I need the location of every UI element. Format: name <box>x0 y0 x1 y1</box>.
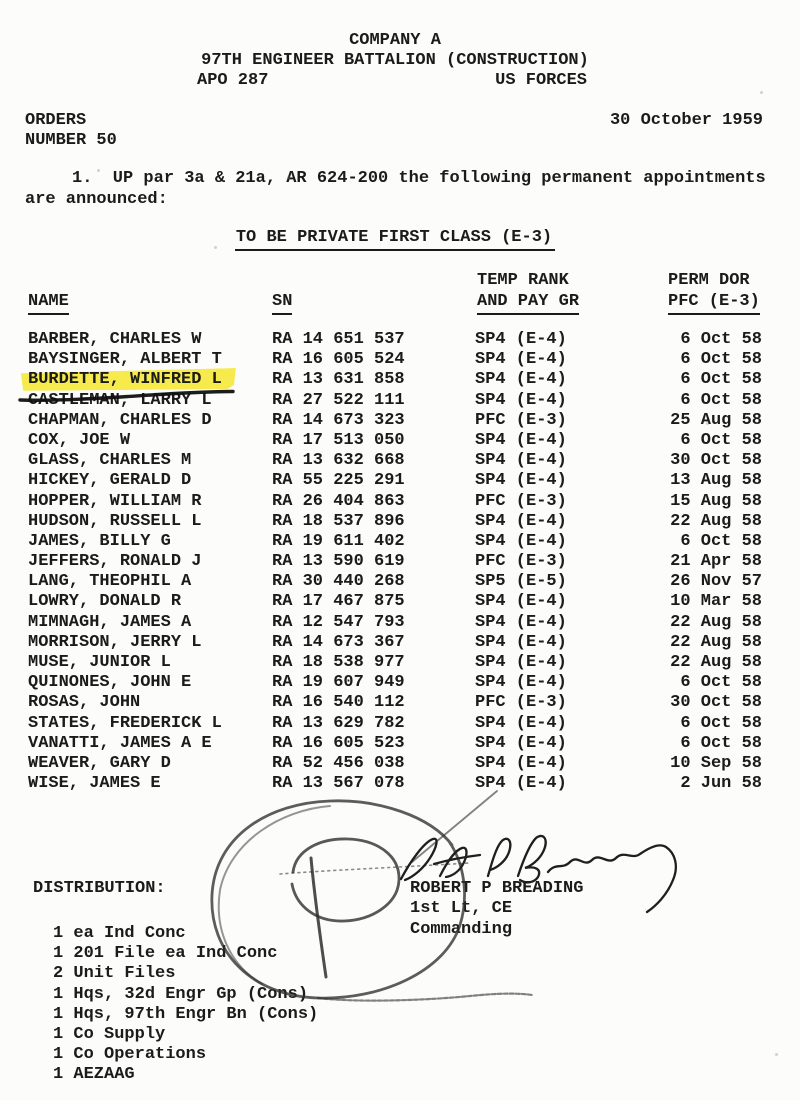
dor-cell: 30 Oct 58 <box>670 693 762 713</box>
rank-cell: SP4 (E-4) <box>475 511 567 531</box>
dor-cell: 22 Aug 58 <box>670 511 762 531</box>
distribution-item: 1 Hqs, 97th Engr Bn (Cons) <box>53 1004 319 1024</box>
sn-cell: RA 12 547 793 <box>272 612 405 632</box>
rank-cell: SP4 (E-4) <box>475 612 567 632</box>
dor-cell: 6 Oct 58 <box>680 330 762 349</box>
sn-cell: RA 19 611 402 <box>272 531 405 551</box>
dor-cell: 6 Oct 58 <box>680 531 762 551</box>
dor-cell: 25 Aug 58 <box>670 410 762 430</box>
dor-cell: 26 Nov 57 <box>670 572 762 592</box>
rank-cell: PFC (E-3) <box>475 491 567 511</box>
unit-line: 97TH ENGINEER BATTALION (CONSTRUCTION) <box>201 51 589 70</box>
name-cell: HOPPER, WILLIAM R <box>28 491 202 511</box>
table-row <box>0 330 800 350</box>
sn-cell: RA 55 225 291 <box>272 471 405 491</box>
dor-cell: 22 Aug 58 <box>670 632 762 652</box>
dor-cell: 6 Oct 58 <box>680 673 762 693</box>
name-cell: BARBER, CHARLES W <box>28 330 202 349</box>
table-row <box>0 350 800 370</box>
orders-label: ORDERS <box>25 111 87 130</box>
dor-cell: 15 Aug 58 <box>670 491 762 511</box>
table-row <box>0 673 800 693</box>
table-row <box>0 572 800 592</box>
distribution-item: 1 AEZAAG <box>53 1065 135 1085</box>
dor-cell: 10 Mar 58 <box>670 592 762 612</box>
rank-cell: SP4 (E-4) <box>475 774 567 794</box>
name-cell: STATES, FREDERICK L <box>28 713 222 733</box>
scan-speck <box>287 176 290 179</box>
dor-cell: 21 Apr 58 <box>670 552 762 572</box>
rank-cell: PFC (E-3) <box>475 410 567 430</box>
table-row <box>0 411 800 431</box>
dor-cell: 6 Oct 58 <box>680 713 762 733</box>
rank-cell: SP4 (E-4) <box>475 653 567 672</box>
name-cell: WEAVER, GARY D <box>28 753 171 773</box>
signature-block <box>410 879 583 940</box>
scan-speck <box>214 246 217 249</box>
name-cell: CHAPMAN, CHARLES D <box>28 410 212 430</box>
col-header-sn: SN <box>272 292 292 311</box>
rank-cell: SP4 (E-4) <box>475 370 567 390</box>
sn-cell: RA 16 540 112 <box>272 693 405 713</box>
dor-cell: 6 Oct 58 <box>680 733 762 753</box>
signed-name: ROBERT P BREADING <box>410 879 584 898</box>
rank-cell: SP4 (E-4) <box>475 390 567 410</box>
name-cell: ROSAS, JOHN <box>28 693 141 713</box>
sn-cell: RA 27 522 111 <box>272 390 405 410</box>
sn-cell: RA 18 538 977 <box>272 653 405 672</box>
name-cell: QUINONES, JOHN E <box>28 673 192 693</box>
sn-cell: RA 14 651 537 <box>272 330 405 349</box>
name-cell: COX, JOE W <box>28 430 131 450</box>
sn-cell: RA 17 513 050 <box>272 430 405 450</box>
rank-cell: SP4 (E-4) <box>475 330 567 349</box>
table-row <box>0 391 800 411</box>
signer-rank: 1st Lt, CE <box>410 899 513 919</box>
col-header-name: NAME <box>28 292 69 311</box>
sn-cell: RA 30 440 268 <box>272 572 405 592</box>
sn-cell: RA 26 404 863 <box>272 491 405 511</box>
rank-cell: SP5 (E-5) <box>475 572 567 592</box>
distribution-item: 1 Co Operations <box>53 1045 207 1065</box>
rank-cell: SP4 (E-4) <box>475 430 567 450</box>
roster-table-body <box>0 330 800 794</box>
orders-number: NUMBER 50 <box>25 131 117 151</box>
name-cell: HUDSON, RUSSELL L <box>28 511 202 531</box>
table-row <box>0 471 800 491</box>
distribution-list <box>53 924 318 1086</box>
distribution-item: 1 Hqs, 32d Engr Gp (Cons) <box>53 984 309 1004</box>
sn-cell: RA 16 605 523 <box>272 733 405 753</box>
distribution-item: 1 ea Ind Conc <box>53 924 186 943</box>
sn-cell: RA 18 537 896 <box>272 511 405 531</box>
scan-speck <box>97 169 100 172</box>
sn-cell: RA 13 590 619 <box>272 552 405 572</box>
name-cell: WISE, JAMES E <box>28 774 161 794</box>
order-date: 30 October 1959 <box>609 111 763 130</box>
rank-cell: SP4 (E-4) <box>475 753 567 773</box>
table-row <box>0 613 800 633</box>
dor-cell: 2 Jun 58 <box>680 774 762 794</box>
col-header-temp-rank-line1: TEMP RANK <box>477 271 569 290</box>
scan-speck <box>760 91 763 94</box>
table-row <box>0 653 800 673</box>
sn-cell: RA 13 632 668 <box>272 451 405 471</box>
name-cell: JAMES, BILLY G <box>28 531 171 551</box>
sn-cell: RA 19 607 949 <box>272 673 405 693</box>
section-title <box>0 228 790 247</box>
name-cell: LANG, THEOPHIL A <box>28 572 192 592</box>
rank-cell: PFC (E-3) <box>475 693 567 713</box>
table-row <box>0 754 800 774</box>
table-row <box>0 492 800 512</box>
name-cell: GLASS, CHARLES M <box>28 451 192 471</box>
table-row <box>0 592 800 612</box>
dor-cell: 13 Aug 58 <box>670 471 762 491</box>
rank-cell: SP4 (E-4) <box>475 733 567 753</box>
name-cell: VANATTI, JAMES A E <box>28 733 212 753</box>
rank-cell: SP4 (E-4) <box>475 673 567 693</box>
name-cell: BAYSINGER, ALBERT T <box>28 350 222 370</box>
name-cell: BURDETTE, WINFRED L <box>28 370 222 390</box>
distribution-heading: DISTRIBUTION: <box>33 879 166 898</box>
rank-cell: SP4 (E-4) <box>475 632 567 652</box>
name-cell: MUSE, JUNIOR L <box>28 653 171 672</box>
dor-cell: 22 Aug 58 <box>670 612 762 632</box>
dor-cell: 30 Oct 58 <box>670 451 762 471</box>
rank-cell: SP4 (E-4) <box>475 471 567 491</box>
scan-speck <box>522 171 525 174</box>
table-row <box>0 774 800 794</box>
dor-cell: 10 Sep 58 <box>670 753 762 773</box>
dor-cell: 6 Oct 58 <box>680 390 762 410</box>
intro-paragraph-line1: 1. UP par 3a & 21a, AR 624-200 the following permanent appointments <box>72 169 766 188</box>
name-cell: MORRISON, JERRY L <box>28 632 202 652</box>
table-row-highlighted <box>0 370 800 390</box>
rank-cell: SP4 (E-4) <box>475 350 567 370</box>
rank-cell: SP4 (E-4) <box>475 451 567 471</box>
rank-cell: SP4 (E-4) <box>475 713 567 733</box>
table-row <box>0 451 800 471</box>
table-row <box>0 734 800 754</box>
table-row <box>0 512 800 532</box>
sn-cell: RA 13 567 078 <box>272 774 405 794</box>
distribution-item: 2 Unit Files <box>53 964 176 984</box>
dor-cell: 6 Oct 58 <box>680 430 762 450</box>
sn-cell: RA 14 673 367 <box>272 632 405 652</box>
us-forces-label: US FORCES <box>495 71 587 90</box>
name-cell: LOWRY, DONALD R <box>28 592 182 612</box>
sn-cell: RA 52 456 038 <box>272 753 405 773</box>
col-header-perm-dor-line1: PERM DOR <box>668 271 750 290</box>
dor-cell: 22 Aug 58 <box>670 653 762 672</box>
signer-title: Commanding <box>410 919 513 939</box>
dor-cell: 6 Oct 58 <box>680 350 762 370</box>
name-cell: JEFFERS, RONALD J <box>28 552 202 572</box>
name-cell: HICKEY, GERALD D <box>28 471 192 491</box>
rank-cell: SP4 (E-4) <box>475 592 567 612</box>
scan-speck <box>42 615 45 618</box>
section-title-text: TO BE PRIVATE FIRST CLASS (E-3) <box>235 228 555 251</box>
table-row <box>0 532 800 552</box>
sn-cell: RA 16 605 524 <box>272 350 405 370</box>
col-header-perm-dor-line2: PFC (E-3) <box>668 292 760 311</box>
scan-speck <box>706 422 709 425</box>
table-row <box>0 633 800 653</box>
rank-cell: PFC (E-3) <box>475 552 567 572</box>
dor-cell: 6 Oct 58 <box>680 370 762 390</box>
distribution-item: 1 201 File ea Ind Conc <box>53 944 278 964</box>
name-cell: MIMNAGH, JAMES A <box>28 612 192 632</box>
table-row <box>0 714 800 734</box>
table-row <box>0 431 800 451</box>
name-cell: CASTLEMAN, LARRY L <box>28 390 212 410</box>
rank-cell: SP4 (E-4) <box>475 531 567 551</box>
apo-line <box>197 71 587 90</box>
table-row <box>0 552 800 572</box>
apo-number: APO 287 <box>197 71 269 90</box>
scan-speck <box>775 1053 778 1056</box>
sn-cell: RA 14 673 323 <box>272 410 405 430</box>
sn-cell: RA 17 467 875 <box>272 592 405 612</box>
sn-cell: RA 13 631 858 <box>272 370 405 390</box>
table-row <box>0 693 800 713</box>
intro-paragraph-line2: are announced: <box>25 190 168 209</box>
col-header-temp-rank-line2: AND PAY GR <box>477 292 579 311</box>
distribution-item: 1 Co Supply <box>53 1025 166 1045</box>
sn-cell: RA 13 629 782 <box>272 713 405 733</box>
orders-block <box>25 111 117 151</box>
company-line: COMPANY A <box>349 31 441 50</box>
